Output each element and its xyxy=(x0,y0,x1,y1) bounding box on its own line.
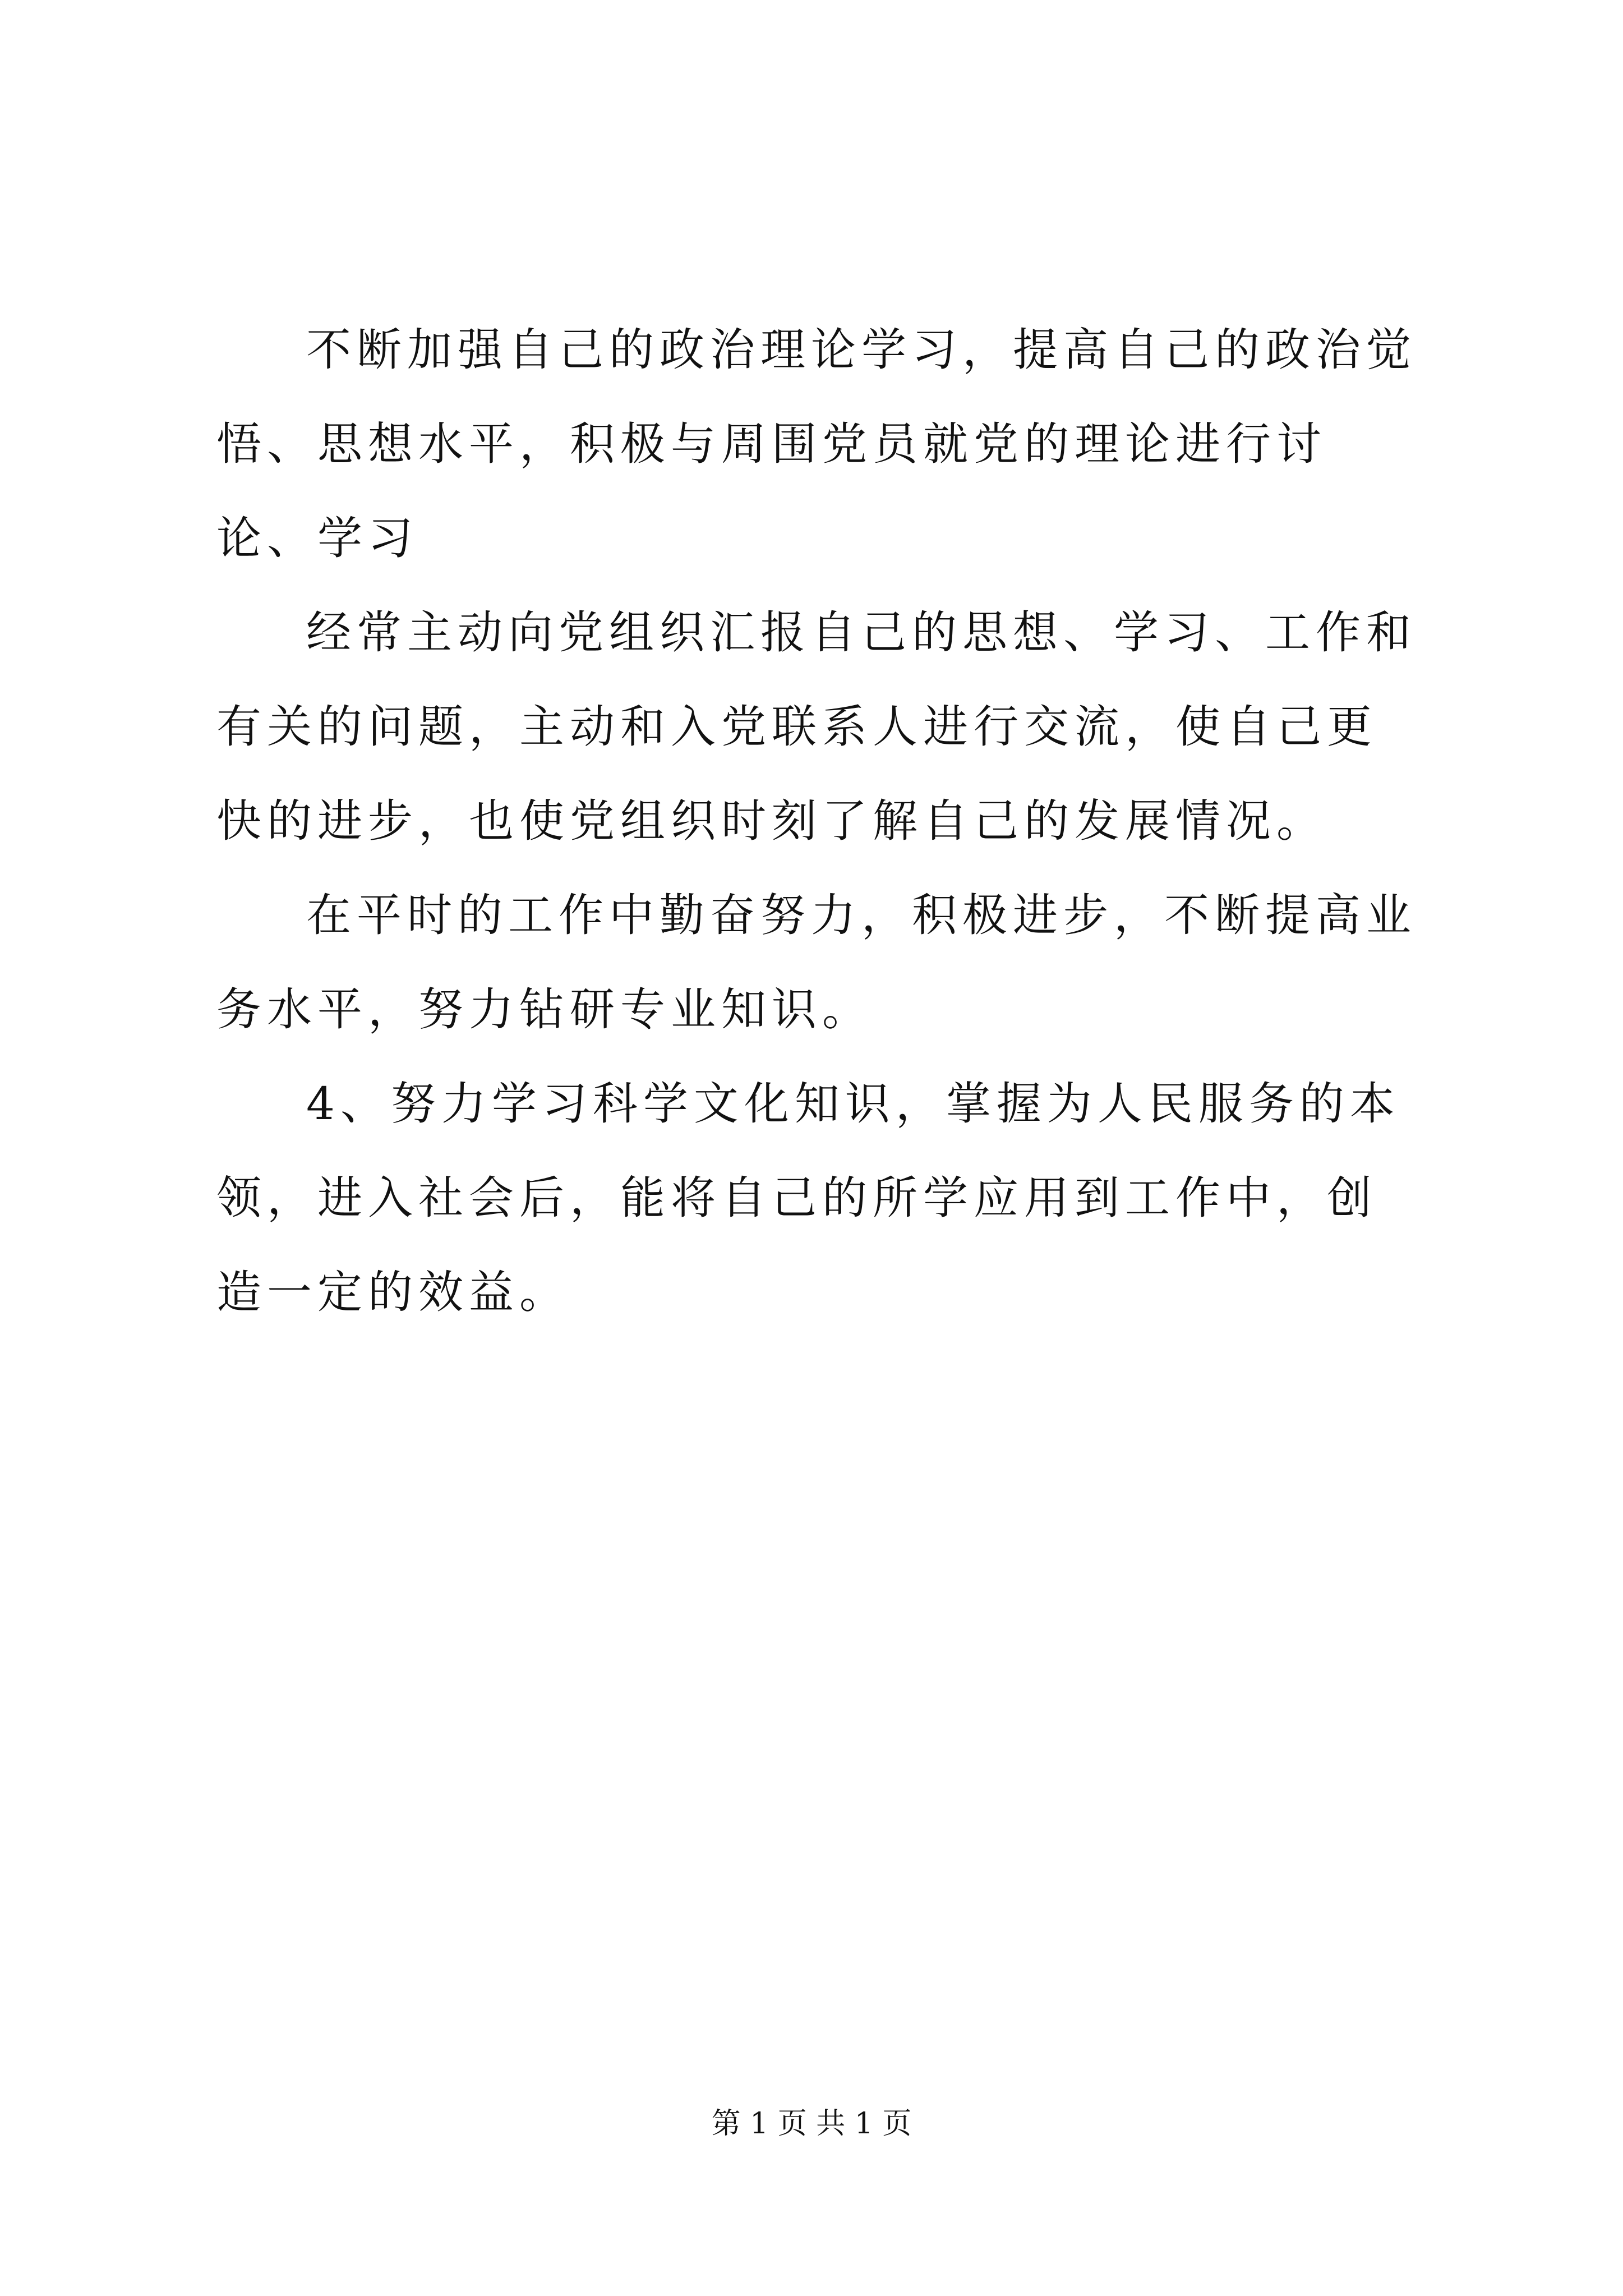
page-number-label: 第 1 页 共 1 页 xyxy=(711,2107,912,2141)
paragraph-2: 经常主动向党组织汇报自己的思想、学习、工作和有关的问题，主动和入党联系人进行交流，使自己更快的进步，也使党组织时刻了解自己的发展情况。 xyxy=(216,606,1417,847)
paragraph-3: 在平时的工作中勤奋努力，积极进步，不断提高业务水平，努力钻研专业知识。 xyxy=(216,889,1417,1036)
document-body xyxy=(216,303,1417,1340)
page-footer xyxy=(0,2101,1623,2146)
paragraph-4: 4、努力学习科学文化知识，掌握为人民服务的本领，进入社会后，能将自己的所学应用到工作中，创造一定的效益。 xyxy=(216,1078,1400,1318)
paragraph-1: 不断加强自己的政治理论学习，提高自己的政治觉悟、思想水平，积极与周围党员就党的理论进行讨论、学习 xyxy=(216,324,1417,564)
